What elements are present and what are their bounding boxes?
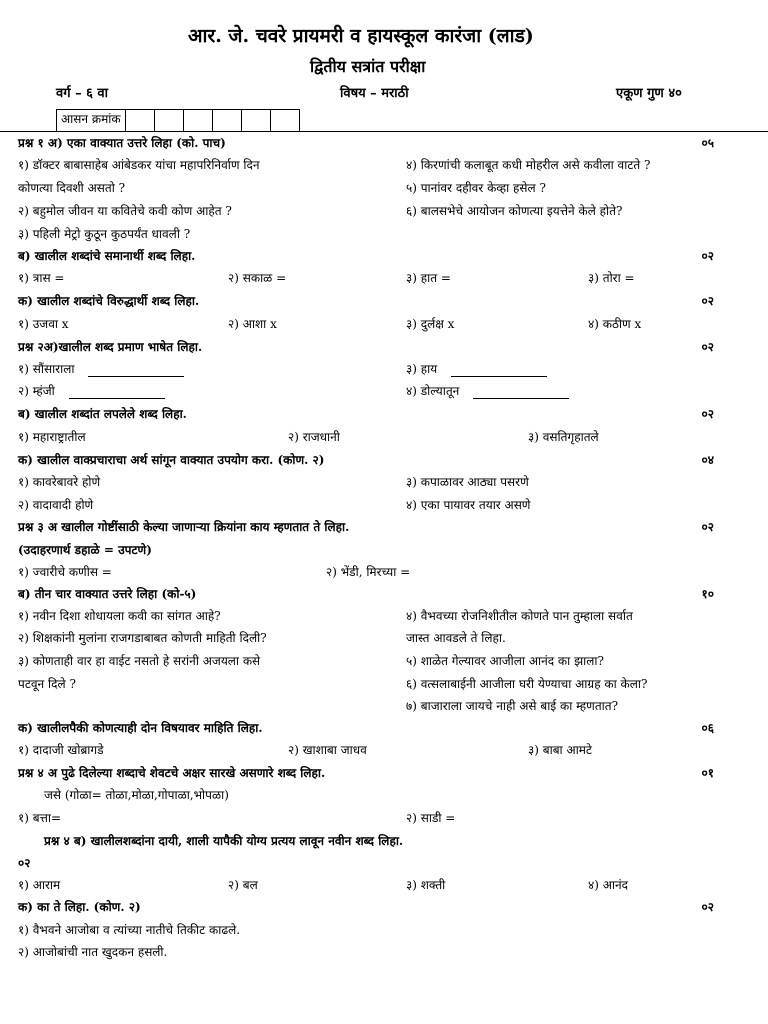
question-item: ५) पानांवर दहीवर केव्हा हसेल ? (406, 181, 546, 195)
question-item: ३) बाबा आमटे (528, 743, 592, 757)
question-item: १) दादाजी खोब्रागडे (18, 743, 104, 757)
question-item: २) साडी = (406, 811, 456, 825)
question-item: ३) दुर्लक्ष x (406, 317, 455, 331)
question-heading: ब) खालील शब्दांचे समानार्थी शब्द लिहा. (18, 249, 196, 263)
question-item: २) बल (228, 878, 258, 892)
question-item: ३) कपाळावर आठ्या पसरणे (406, 475, 529, 489)
question-item: पटवून दिले ? (18, 677, 76, 691)
question-heading: क) खालील वाक्प्रचाराचा अर्थ सांगून वाक्यात उपयोग करा. (कोण. २) (18, 453, 325, 467)
question-item: ४) आनंद (588, 878, 629, 892)
class-label: वर्ग – ६ वा (56, 86, 108, 101)
marks-value: ०४ (701, 453, 714, 467)
seat-digit-box[interactable] (270, 110, 299, 132)
marks-value: ०१ (701, 766, 714, 780)
marks-value: १० (701, 587, 714, 601)
question-heading: ब) खालील शब्दांत लपलेले शब्द लिहा. (18, 407, 187, 421)
question-item: ४) एका पायावर तयार असणे (406, 498, 531, 512)
question-item: २) भेंडी, मिरच्या = (326, 565, 411, 579)
question-item: १) महाराष्ट्रातील (18, 430, 86, 444)
answer-blank[interactable] (69, 386, 165, 399)
question-item: ७) बाजाराला जायचे नाही असे बाई का म्हणतात? (406, 699, 619, 713)
marks-value: ०२ (701, 900, 714, 914)
question-item: ५) शाळेत गेल्यावर आजीला आनंद का झाला? (406, 654, 604, 668)
marks-value: ०२ (701, 407, 714, 421)
answer-blank[interactable] (451, 364, 547, 377)
seat-digit-box[interactable] (241, 110, 270, 132)
seat-digit-box[interactable] (125, 110, 154, 132)
question-item: ३) पहिली मेट्रो कुठून कुठपर्यंत धावली ? (18, 227, 191, 241)
question-item: जसे (गोळा= तोळा,मोळा,गोपाळा,भोपळा) (44, 788, 229, 802)
question-heading: (उदाहरणार्थ डहाळे = उपटणे) (18, 543, 152, 557)
question-item: २) शिक्षकांनी मुलांना राजगडाबाबत कोणती माहिती दिली? (18, 631, 267, 645)
marks-value: ०२ (701, 340, 714, 354)
question-heading: क) का ते लिहा. (कोण. २) (18, 900, 141, 914)
question-item: १) ज्वारीचे कणीस = (18, 565, 112, 579)
marks-value: ०५ (701, 136, 714, 150)
question-heading: ब) तीन चार वाक्यात उत्तरे लिहा (को-५) (18, 587, 197, 601)
question-item: ३) हात = (406, 271, 451, 285)
question-item: २) आजोबांची नात खुदकन हसली. (18, 945, 168, 959)
seat-number-label: आसन क्रमांक (57, 110, 126, 132)
question-item: २) खाशाबा जाधव (288, 743, 367, 757)
header-divider (0, 131, 768, 132)
question-item: ६) वत्सलाबाईनी आजीला घरी येण्याचा आग्रह का केला? (406, 677, 648, 691)
question-item: २) म्हंजी (18, 383, 165, 399)
question-item: ४) डोल्यातून (406, 383, 569, 399)
question-item: ३) वसतिगृहातले (528, 430, 599, 444)
question-item: १) डॉक्टर बाबासाहेब आंबेडकर यांचा महापरिनिर्वाण दिन (18, 158, 260, 172)
question-item: १) बत्ता= (18, 811, 62, 825)
answer-blank[interactable] (88, 364, 184, 377)
question-item: २) वादावादी होणे (18, 498, 94, 512)
marks-value: ०२ (701, 520, 714, 534)
question-item: ३) हाय (406, 361, 547, 377)
total-marks: एकूण गुण ४० (616, 86, 682, 101)
question-item: ४) कठीण x (588, 317, 642, 331)
question-item: ४) किरणांची कलाबूत कधी मोहरील असे कवीला वाटते ? (406, 158, 651, 172)
question-item: १) त्रास = (18, 271, 65, 285)
question-item: १) आराम (18, 878, 61, 892)
question-item: १) वैभवने आजोबा व त्यांच्या नातीचे तिकीट काढले. (18, 923, 241, 937)
question-heading: प्रश्न २अ)खालील शब्द प्रमाण भाषेत लिहा. (18, 340, 203, 354)
question-item: २) राजधानी (288, 430, 340, 444)
question-heading: प्रश्न ४ अ पुढे दिलेल्या शब्दाचे शेवटचे अक्षर सारखे असणारे शब्द लिहा. (18, 766, 326, 780)
question-item: ३) तोरा = (588, 271, 635, 285)
seat-digit-box[interactable] (154, 110, 183, 132)
question-item: २) बहुमोल जीवन या कवितेचे कवी कोण आहेत ? (18, 204, 232, 218)
marks-value: ०२ (701, 294, 714, 308)
question-item: जास्त आवडले ते लिहा. (406, 631, 506, 645)
question-heading: प्रश्न ३ अ खालील गोष्टींसाठी केल्या जाणाऱ्या क्रियांना काय म्हणतात ते लिहा. (18, 520, 350, 534)
marks-value: ०२ (701, 249, 714, 263)
seat-number-table (56, 109, 300, 132)
answer-blank[interactable] (473, 386, 569, 399)
question-item: २) आशा x (228, 317, 277, 331)
question-item: ४) वैभवच्या रोजनिशीतील कोणते पान तुम्हाला सर्वात (406, 609, 633, 623)
subject-label: विषय – मराठी (340, 86, 409, 101)
question-heading: प्रश्न १ अ) एका वाक्यात उत्तरे लिहा (को. पाच) (18, 136, 226, 150)
question-item: कोणत्या दिवशी असतो ? (18, 181, 126, 195)
seat-digit-box[interactable] (212, 110, 241, 132)
question-item: १) सौंसाराला (18, 361, 184, 377)
question-item: ३) कोणताही वार हा वाईट नसतो हे सरांनी अजयला कसे (18, 654, 261, 668)
question-heading: ०२ (18, 856, 31, 870)
exam-title: द्वितीय सत्रांत परीक्षा (310, 57, 426, 76)
question-heading: क) खालील शब्दांचे विरुद्धार्थी शब्द लिहा. (18, 294, 200, 308)
question-item: २) सकाळ = (228, 271, 287, 285)
question-item: १) नवीन दिशा शोधायला कवी का सांगत आहे? (18, 609, 221, 623)
question-item: ६) बालसभेचे आयोजन कोणत्या इयत्तेने केले होते? (406, 204, 623, 218)
school-name: आर. जे. चवरे प्रायमरी व हायस्कूल कारंजा (लाड) (188, 25, 534, 47)
question-heading: क) खालीलपैकी कोणत्याही दोन विषयावर माहिति लिहा. (18, 721, 263, 735)
marks-value: ०६ (701, 721, 714, 735)
seat-digit-box[interactable] (183, 110, 212, 132)
question-heading: प्रश्न ४ ब) खालीलशब्दांना दायी, शाली यापैकी योग्य प्रत्यय लावून नवीन शब्द लिहा. (44, 834, 404, 848)
question-item: ३) शक्ती (406, 878, 446, 892)
question-item: १) कावरेबावरे होणे (18, 475, 101, 489)
question-item: १) उजवा x (18, 317, 69, 331)
